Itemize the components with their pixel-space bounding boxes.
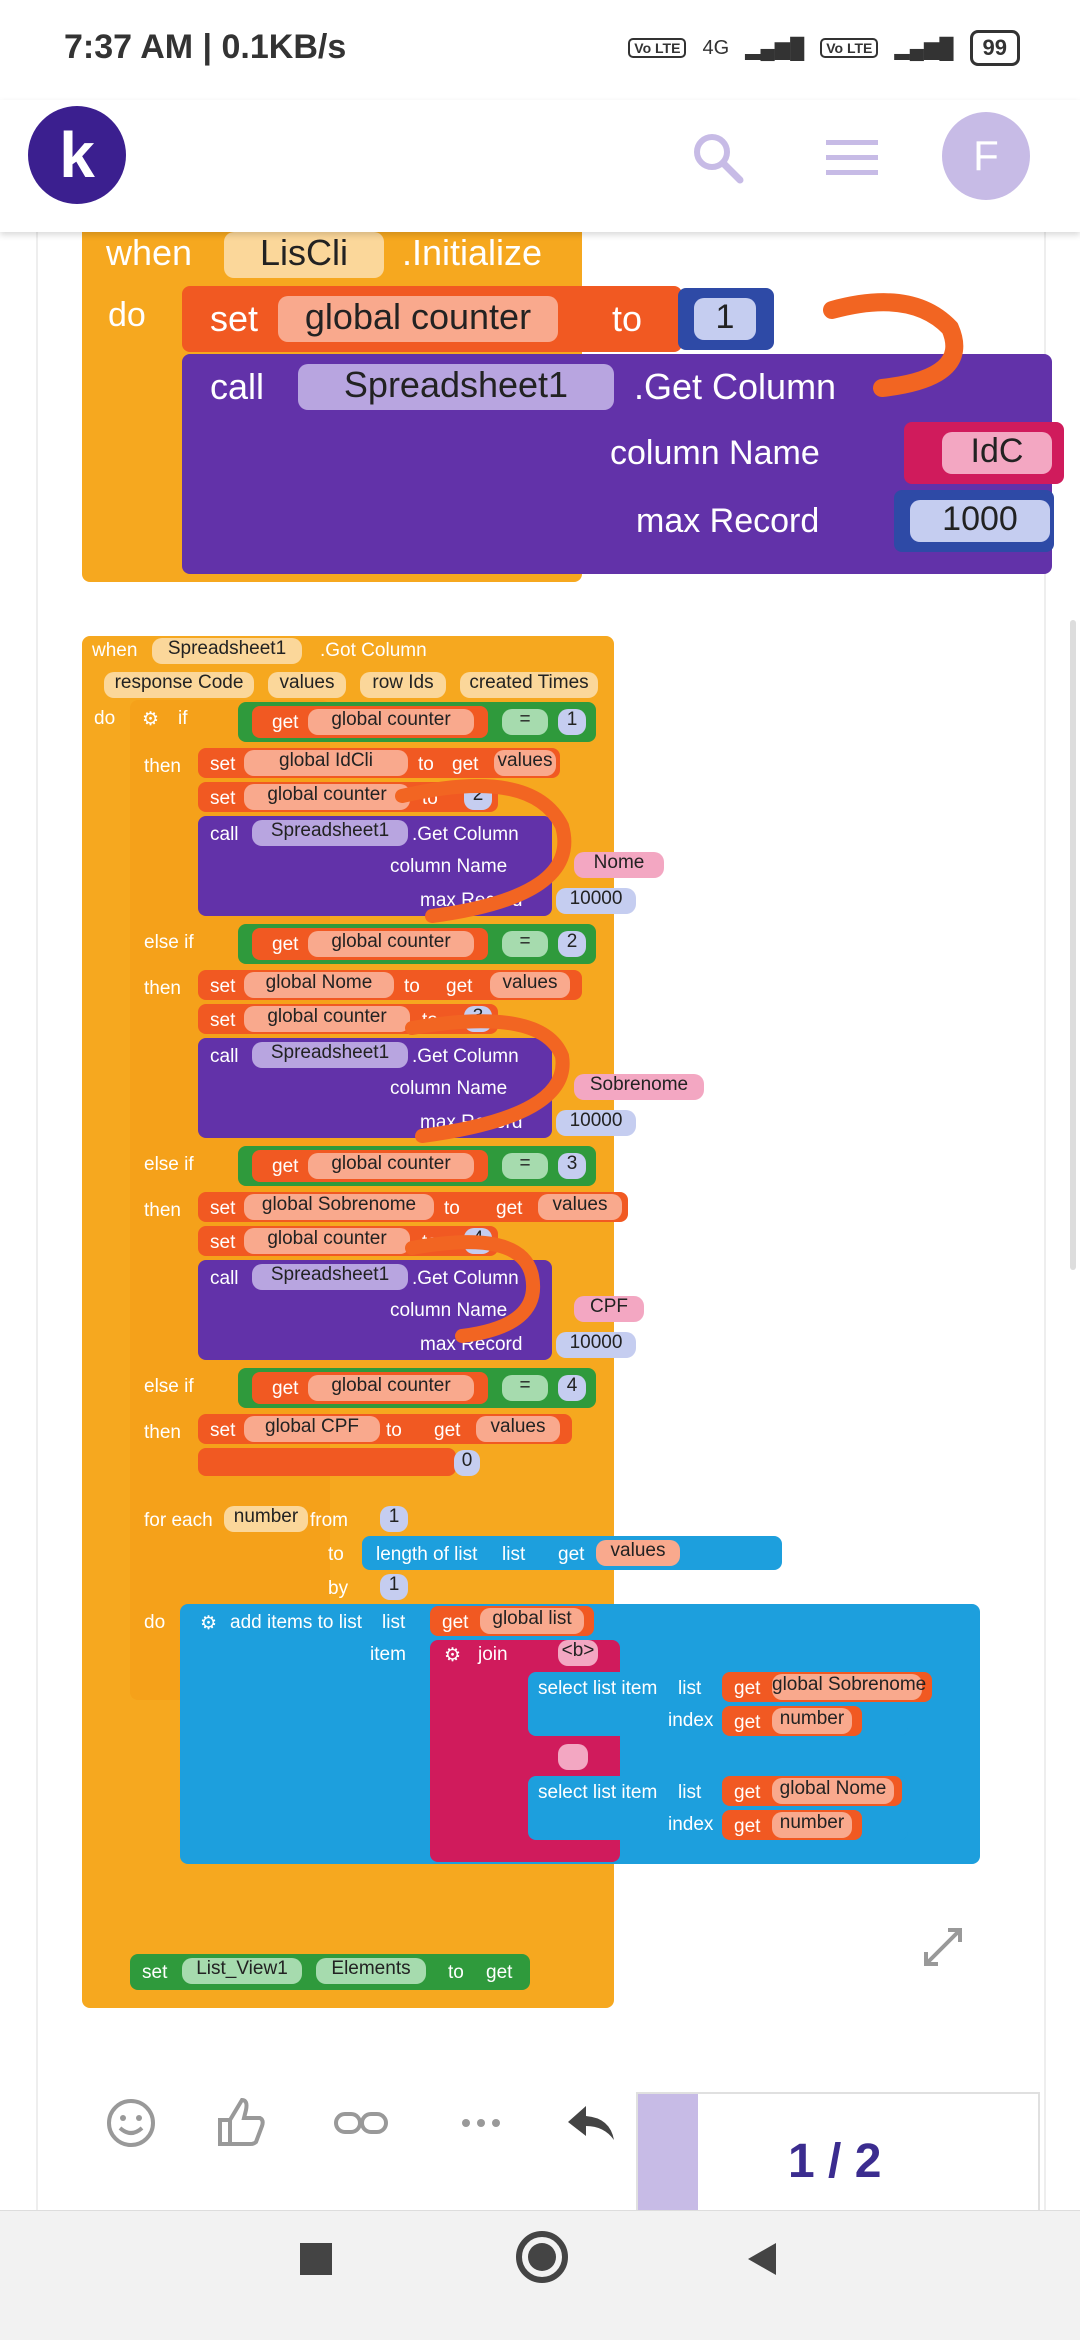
when-label: when bbox=[106, 232, 193, 273]
status-icons bbox=[628, 30, 1020, 66]
emoji-icon[interactable] bbox=[96, 2088, 166, 2158]
to-label: to bbox=[612, 298, 643, 339]
scrollbar[interactable] bbox=[1070, 620, 1076, 1270]
volte-icon: Vo LTE bbox=[628, 38, 686, 58]
home-button[interactable] bbox=[516, 2231, 568, 2283]
when-label: when bbox=[92, 640, 138, 661]
user-avatar[interactable]: F bbox=[942, 112, 1030, 200]
call-label: call bbox=[210, 366, 265, 407]
volte-icon-2: Vo LTE bbox=[820, 38, 878, 58]
net-label: 4G bbox=[702, 36, 730, 59]
sheet-dropdown: Spreadsheet1 bbox=[298, 364, 614, 410]
param-values: values bbox=[268, 672, 346, 698]
back-button[interactable] bbox=[742, 2239, 782, 2279]
reply-icon[interactable] bbox=[556, 2088, 626, 2158]
number-value: 1 bbox=[694, 298, 756, 340]
battery-icon: 99 bbox=[970, 30, 1020, 66]
param-response-code: response Code bbox=[104, 672, 254, 698]
event-label: .Got Column bbox=[320, 640, 427, 661]
app-header bbox=[0, 100, 1080, 232]
site-logo[interactable]: k bbox=[28, 106, 126, 204]
signal-icon: ▂▄▆█ bbox=[745, 37, 805, 60]
max-record-label: max Record bbox=[636, 502, 820, 540]
column-name-value: IdC bbox=[942, 432, 1052, 474]
expand-icon[interactable] bbox=[922, 1926, 964, 1968]
max-record-value: 1000 bbox=[910, 500, 1050, 542]
status-time: 7:37 AM | 0.1KB/s bbox=[64, 28, 347, 66]
block-image-2[interactable]: when Spreadsheet1 .Got Column response Code values row Ids created Times do ⚙ if get global counter = 1 then set global IdCli to get values set global counter to 2 call Spreadsheet1 .Get Column column Name Nome max Record 10000 else if get global counter = 2 then set global Nome to get values set global counter to 3 call Spreadsheet1 .Get Column column Name Sobrenome max Record 10000 else if get global counter = 3 then set global Sobrenome to get values set global counter to 4 call Spreadsheet1 .Get Column column Name CPF max Record 10000 else if get global counter = 4 then set global CPF to get values 0 for each number from 1 to length of list list get values by 1 do ⚙ add items to list list get global list item ⚙ join <b> select list item list get global Sobrenome index get number select list item list get global Nome index get number set List_View1 Elements to get bbox=[82, 636, 1014, 2010]
param-created-times: created Times bbox=[460, 672, 598, 698]
gear-icon: ⚙ bbox=[444, 1645, 462, 1666]
set-label: set bbox=[210, 298, 259, 339]
event-label: .Initialize bbox=[402, 232, 543, 273]
like-icon[interactable] bbox=[206, 2088, 276, 2158]
component-dropdown: Spreadsheet1 bbox=[152, 638, 302, 664]
status-bar bbox=[0, 0, 1080, 100]
signal-icon-2: ▂▄▆█ bbox=[894, 37, 954, 60]
method-label: .Get Column bbox=[634, 366, 837, 407]
var-dropdown: global counter bbox=[278, 296, 558, 342]
gear-icon: ⚙ bbox=[142, 709, 160, 730]
page-indicator-label: 1 / 2 bbox=[788, 2135, 882, 2188]
hamburger-icon[interactable] bbox=[822, 128, 882, 188]
search-icon[interactable] bbox=[688, 128, 748, 188]
system-nav-bar bbox=[0, 2210, 1080, 2340]
if-label: if bbox=[178, 708, 188, 729]
column-name-label: column Name bbox=[610, 434, 820, 472]
link-icon[interactable] bbox=[326, 2088, 396, 2158]
recents-button[interactable] bbox=[300, 2243, 332, 2275]
param-row-ids: row Ids bbox=[360, 672, 446, 698]
block-image-1[interactable] bbox=[82, 232, 1024, 592]
gear-icon: ⚙ bbox=[200, 1613, 218, 1634]
do-label: do bbox=[94, 708, 116, 729]
do-label: do bbox=[108, 296, 146, 334]
component-dropdown: LisCli bbox=[224, 232, 384, 278]
annotation-scribbles bbox=[382, 716, 902, 1416]
annotation-scribble bbox=[822, 288, 982, 398]
more-icon[interactable] bbox=[446, 2088, 516, 2158]
